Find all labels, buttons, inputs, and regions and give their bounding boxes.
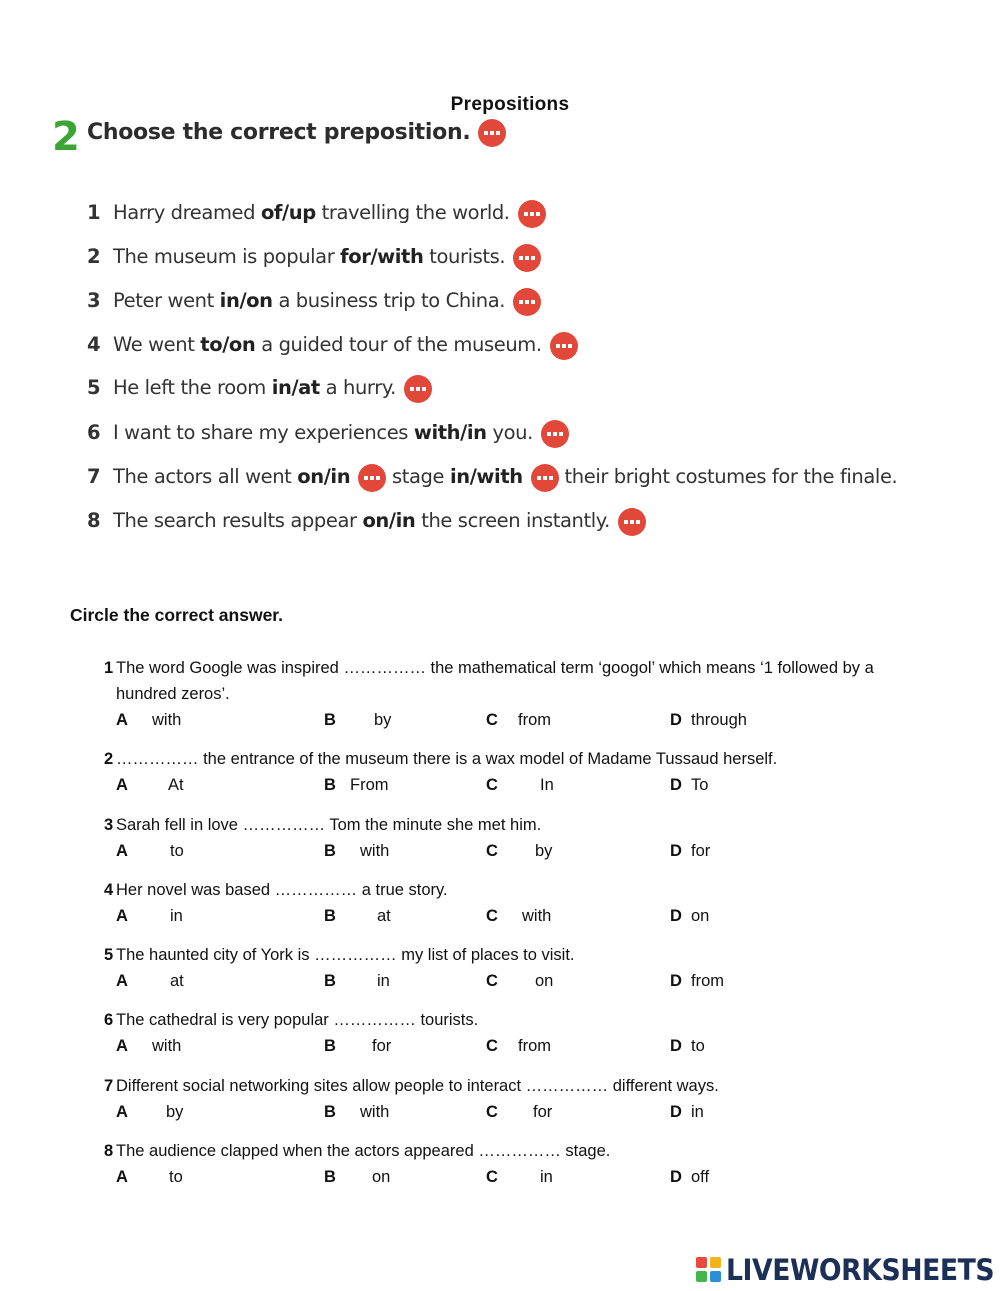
preposition-choice: on/in — [362, 509, 416, 532]
list-item: 3 Peter went in/on a business trip to China. — [87, 286, 541, 316]
answer-option[interactable]: off — [691, 1168, 710, 1186]
option-letter: B — [324, 711, 336, 729]
page-title: Prepositions — [450, 94, 570, 115]
question-body: …………… the entrance of the museum there is a wax model of Madame Tussaud herself. — [116, 750, 778, 768]
option-letter: A — [116, 711, 128, 729]
option-letter: A — [116, 1168, 128, 1186]
item-number: 1 — [87, 201, 101, 224]
question-body: The cathedral is very popular …………… tourists. — [116, 1011, 479, 1029]
question-body: Sarah fell in love …………… Tom the minute she met him. — [116, 816, 542, 834]
answer-option[interactable]: From — [350, 776, 389, 794]
question-text — [104, 1007, 954, 1033]
answer-dropdown-icon[interactable] — [518, 200, 546, 228]
section-heading-text: Choose the correct preposition. — [87, 120, 471, 145]
liveworksheets-logo — [696, 1253, 1000, 1287]
option-letter: B — [324, 1168, 336, 1186]
preposition-choice: in/at — [271, 376, 320, 399]
answer-dropdown-icon[interactable] — [513, 244, 541, 272]
question-number: 3 — [104, 816, 114, 834]
preposition-choice: with/in — [413, 421, 487, 444]
question-text — [104, 1138, 954, 1164]
more-options-icon[interactable] — [478, 119, 506, 147]
option-letter: C — [486, 907, 498, 925]
answer-option[interactable]: by — [535, 842, 553, 860]
list-item: 1 Harry dreamed of/up travelling the world. — [87, 198, 546, 228]
answer-dropdown-icon[interactable] — [550, 332, 578, 360]
preposition-choice: on/in — [297, 465, 351, 488]
option-letter: B — [324, 1103, 336, 1121]
answer-option[interactable]: in — [691, 1103, 704, 1121]
question-number: 2 — [104, 750, 114, 768]
question-text — [104, 942, 954, 968]
preposition-choice: to/on — [200, 333, 256, 356]
list-item: 5 He left the room in/at a hurry. — [87, 373, 432, 403]
question-body: The word Google was inspired …………… the mathematical term ‘googol’ which means ‘1 followed by a — [116, 659, 874, 677]
question-number: 1 — [104, 659, 114, 677]
option-letter: C — [486, 1037, 498, 1055]
question-body-continued: hundred zeros’. — [116, 685, 230, 703]
option-letter: C — [486, 711, 498, 729]
list-item: 2 The museum is popular for/with tourists. — [87, 242, 541, 272]
option-letter: C — [486, 776, 498, 794]
answer-option[interactable]: In — [540, 776, 554, 794]
option-letter: D — [670, 1168, 682, 1186]
option-letter: A — [116, 907, 128, 925]
option-letter: A — [116, 842, 128, 860]
item-number: 3 — [87, 289, 101, 312]
option-letter: B — [324, 842, 336, 860]
answer-option[interactable]: with — [360, 842, 390, 860]
answer-option[interactable]: with — [360, 1103, 390, 1121]
preposition-choice: in/with — [449, 465, 523, 488]
answer-option[interactable]: At — [168, 776, 184, 794]
option-letter: D — [670, 907, 682, 925]
item-number: 8 — [87, 509, 101, 532]
section-number: 2 — [52, 114, 80, 160]
item-number: 2 — [87, 245, 101, 268]
answer-option[interactable]: at — [377, 907, 391, 925]
answer-dropdown-icon[interactable] — [513, 288, 541, 316]
section-heading: Circle the correct answer. — [70, 605, 284, 625]
answer-option[interactable]: in — [170, 907, 183, 925]
answer-option[interactable]: with — [522, 907, 552, 925]
answer-dropdown-icon[interactable] — [404, 375, 432, 403]
section-heading — [87, 119, 506, 147]
answer-option[interactable]: from — [518, 711, 551, 729]
option-letter: D — [670, 1103, 682, 1121]
option-letter: B — [324, 1037, 336, 1055]
answer-option[interactable]: on — [372, 1168, 391, 1186]
answer-option[interactable]: in — [377, 972, 390, 990]
answer-option[interactable]: to — [170, 842, 184, 860]
answer-option[interactable]: To — [691, 776, 709, 794]
item-number: 7 — [87, 465, 101, 488]
question-text — [104, 1073, 954, 1099]
question-number: 7 — [104, 1077, 114, 1095]
option-letter: D — [670, 776, 682, 794]
item-number: 6 — [87, 421, 101, 444]
option-letter: A — [116, 1103, 128, 1121]
option-letter: D — [670, 1037, 682, 1055]
list-item: 7 The actors all went on/in stage in/with their bright costumes for the finale. — [87, 462, 897, 492]
list-item: 8 The search results appear on/in the screen instantly. — [87, 506, 646, 536]
option-letter: D — [670, 842, 682, 860]
option-letter: C — [486, 842, 498, 860]
answer-option[interactable]: for — [372, 1037, 392, 1055]
logo-grid-icon — [696, 1257, 722, 1283]
answer-option[interactable]: with — [152, 711, 182, 729]
answer-option[interactable]: at — [170, 972, 184, 990]
question-text — [104, 877, 954, 903]
answer-dropdown-icon[interactable] — [618, 508, 646, 536]
answer-option[interactable]: on — [691, 907, 710, 925]
list-item: 6 I want to share my experiences with/in you. — [87, 418, 569, 448]
option-letter: B — [324, 972, 336, 990]
answer-option[interactable]: from — [691, 972, 724, 990]
answer-option[interactable]: by — [166, 1103, 184, 1121]
list-item: 4 We went to/on a guided tour of the museum. — [87, 330, 578, 360]
preposition-choice: for/with — [340, 245, 424, 268]
option-letter: A — [116, 776, 128, 794]
option-letter: B — [324, 776, 336, 794]
question-body: Different social networking sites allow people to interact …………… different ways. — [116, 1077, 719, 1095]
option-letter: A — [116, 1037, 128, 1055]
option-letter: B — [324, 907, 336, 925]
answer-option[interactable]: by — [374, 711, 392, 729]
question-number: 4 — [104, 881, 114, 899]
option-letter: C — [486, 1103, 498, 1121]
question-text — [104, 655, 954, 707]
question-number: 6 — [104, 1011, 114, 1029]
logo-text: LIVEWORKSHEETS — [726, 1253, 995, 1287]
answer-option[interactable]: in — [540, 1168, 553, 1186]
preposition-choice: in/on — [219, 289, 273, 312]
preposition-choice: of/up — [260, 201, 316, 224]
answer-option[interactable]: for — [533, 1103, 553, 1121]
answer-dropdown-icon[interactable] — [541, 420, 569, 448]
answer-dropdown-icon[interactable] — [358, 464, 386, 492]
question-body: The haunted city of York is …………… my list of places to visit. — [116, 946, 575, 964]
option-letter: A — [116, 972, 128, 990]
option-letter: C — [486, 972, 498, 990]
item-number: 4 — [87, 333, 101, 356]
answer-dropdown-icon[interactable] — [531, 464, 559, 492]
question-body: The audience clapped when the actors appeared …………… stage. — [116, 1142, 611, 1160]
item-number: 5 — [87, 376, 101, 399]
question-number: 5 — [104, 946, 114, 964]
option-letter: D — [670, 972, 682, 990]
option-letter: D — [670, 711, 682, 729]
answer-option[interactable]: with — [152, 1037, 182, 1055]
question-text — [104, 746, 954, 772]
answer-option[interactable]: to — [169, 1168, 183, 1186]
question-text — [104, 812, 954, 838]
answer-option[interactable]: for — [691, 842, 711, 860]
answer-option[interactable]: through — [691, 711, 747, 729]
question-number: 8 — [104, 1142, 114, 1160]
answer-option[interactable]: to — [691, 1037, 705, 1055]
answer-option[interactable]: on — [535, 972, 554, 990]
answer-option[interactable]: from — [518, 1037, 551, 1055]
question-body: Her novel was based …………… a true story. — [116, 881, 448, 899]
option-letter: C — [486, 1168, 498, 1186]
